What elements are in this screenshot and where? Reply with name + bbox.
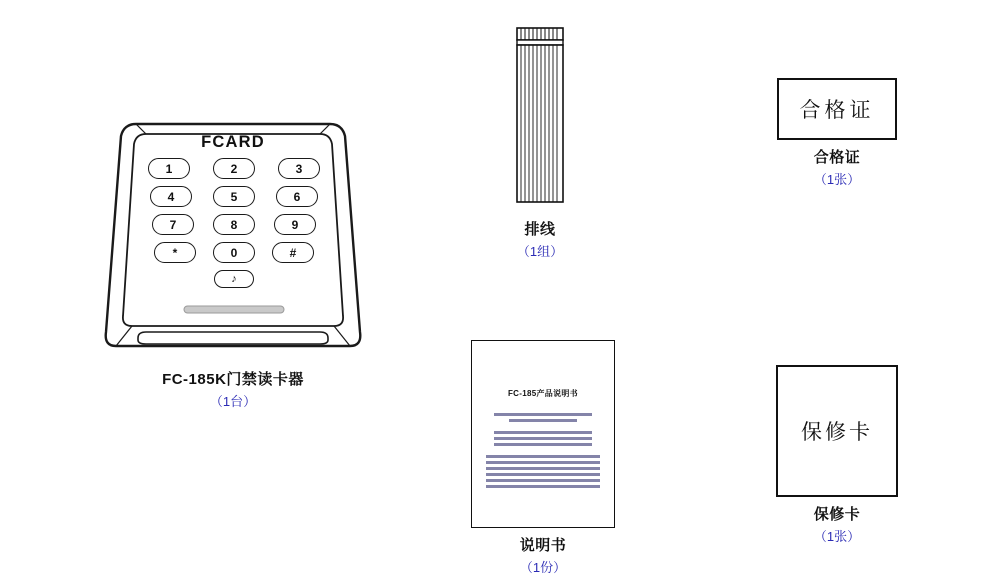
keypad-row: [154, 242, 314, 263]
manual-quantity: （1份）: [519, 560, 567, 575]
certificate-caption: 合格证: [813, 149, 861, 166]
reader-caption: FC-185K门禁读卡器: [162, 371, 304, 388]
warranty-item: [742, 365, 932, 545]
manual-text-line: [509, 419, 577, 422]
key-8[interactable]: 8: [213, 214, 255, 235]
reader-brand-label: FCARD: [201, 133, 265, 151]
manual-text-line: [494, 443, 592, 446]
reader-item: [88, 110, 378, 410]
key-5[interactable]: 5: [213, 186, 255, 207]
key-2[interactable]: 2: [213, 158, 255, 179]
reader-quantity: （1台）: [209, 394, 257, 409]
certificate-item: [742, 78, 932, 188]
key-9[interactable]: 9: [274, 214, 316, 235]
keypad-row: [148, 158, 320, 179]
warranty-card: 保修卡: [776, 365, 898, 497]
reader-illustration: [102, 110, 364, 362]
key-1[interactable]: 1: [148, 158, 190, 179]
certificate-card: 合格证: [777, 78, 897, 140]
certificate-quantity: （1张）: [813, 172, 861, 187]
key-6[interactable]: 6: [276, 186, 318, 207]
keypad-row: [150, 186, 318, 207]
manual-caption: 说明书: [519, 537, 567, 554]
keypad-row: [146, 270, 322, 288]
cable-quantity: （1组）: [516, 244, 564, 259]
key-7[interactable]: 7: [152, 214, 194, 235]
manual-text-line: [486, 455, 600, 458]
warranty-caption: 保修卡: [813, 506, 861, 523]
key-star[interactable]: *: [154, 242, 196, 263]
manual-text-line: [494, 437, 592, 440]
cable-caption: 排线: [524, 221, 556, 238]
cable-item: [455, 22, 625, 260]
ribbon-cable-shape: [455, 22, 625, 212]
manual-text-line: [494, 431, 592, 434]
ribbon-cable-illustration: [455, 22, 625, 212]
key-3[interactable]: 3: [278, 158, 320, 179]
doorbell-icon[interactable]: ♪: [214, 270, 254, 288]
manual-text-line: [486, 461, 600, 464]
manual-text-line: [486, 473, 600, 476]
key-4[interactable]: 4: [150, 186, 192, 207]
keypad-row: [152, 214, 316, 235]
manual-text-line: [486, 485, 600, 488]
manual-text-line: [486, 467, 600, 470]
warranty-quantity: （1张）: [813, 529, 861, 544]
manual-page: [471, 340, 615, 528]
manual-title: FC-185产品说明书: [508, 389, 578, 398]
reader-keypad: [146, 158, 322, 295]
key-0[interactable]: 0: [213, 242, 255, 263]
key-hash[interactable]: #: [272, 242, 314, 263]
manual-body-text: [472, 413, 614, 488]
manual-text-line: [494, 413, 592, 416]
manual-item: [438, 340, 648, 576]
manual-text-line: [486, 479, 600, 482]
